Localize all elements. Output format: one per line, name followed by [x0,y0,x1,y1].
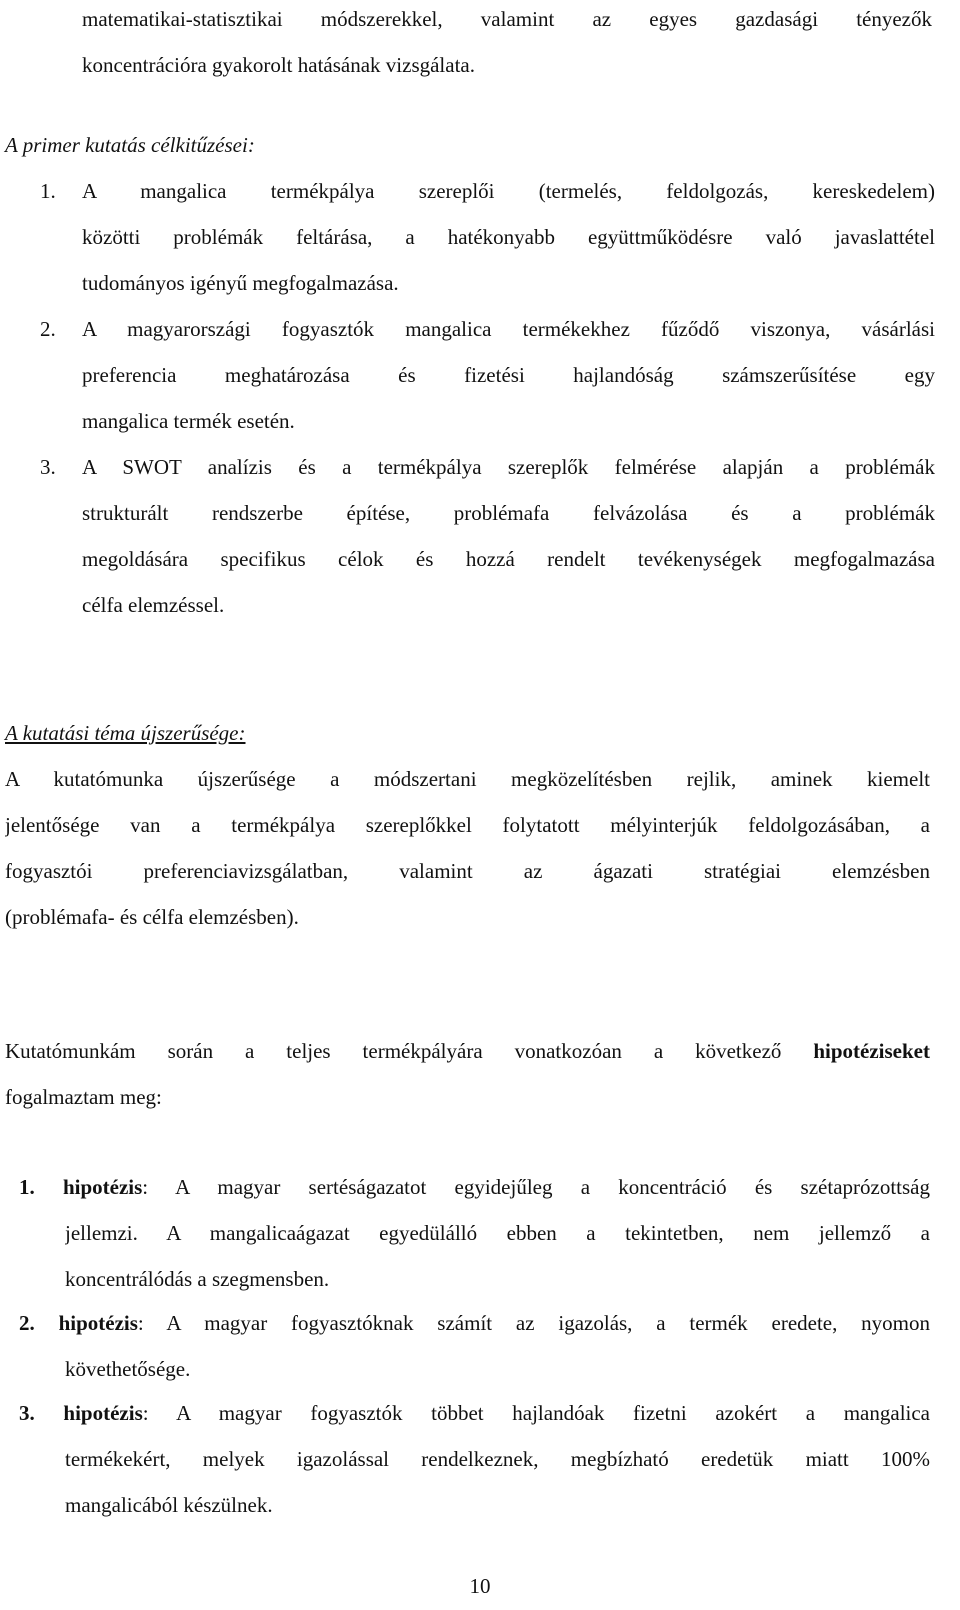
hypothesis-first-line [19,1164,930,1210]
novelty-heading [5,710,605,756]
hypothesis-text: : A magyar fogyasztók többet hajlandóak fizetni azokért a mangalica [142,1401,930,1425]
hypothesis-label: hipotézis [62,1175,143,1199]
primer-item-1 [5,168,935,306]
hypothesis-first-line [19,1300,930,1346]
hypothesis-text: : A magyar sertéságazatot egyidejűleg a koncentráció és szétaprózottság [142,1175,930,1199]
list-number: 3. [40,455,56,479]
hypothesis-line: követhetősége. [65,1357,191,1381]
intro-text: Kutatómunkám során a teljes termékpályára vonatkozóan a következő [5,1039,814,1063]
list-item-line: strukturált rendszerbe építése, problémafa felvázolása és a problémák [82,501,935,525]
hypothesis-number: 1. [19,1175,35,1199]
hypothesis-line: mangalicából készülnek. [65,1493,273,1517]
intro-line: koncentrációra gyakorolt hatásának vizsgálata. [82,53,475,77]
hypothesis-2 [5,1300,930,1392]
hypothesis-3 [5,1390,930,1528]
list-item-line: A mangalica termékpálya szereplői (termelés, feldolgozás, kereskedelem) [82,179,935,203]
paragraph-line [5,1028,930,1074]
hypothesis-line: koncentrálódás a szegmensben. [65,1267,330,1291]
hypothesis-first-line [19,1390,930,1436]
paragraph-line: (problémafa- és célfa elemzésben). [5,905,299,929]
primer-item-2 [5,306,935,444]
list-item-line: tudományos igényű megfogalmazása. [82,271,399,295]
hypothesis-label: hipotézis [63,1401,143,1425]
primer-heading-text: A primer kutatás célkitűzései: [5,133,255,157]
hypothesis-1 [5,1164,930,1302]
intro-bold-term: hipotéziseket [813,1039,930,1063]
paragraph-line: jelentősége van a termékpálya szereplőkkel folytatott mélyinterjúk feldolgozásában, a [5,813,930,837]
hypothesis-line: jellemzi. A mangalicaágazat egyedülálló ebben a tekintetben, nem jellemző a [65,1221,930,1245]
hypothesis-text: : A magyar fogyasztóknak számít az igazolás, a termék eredete, nyomon [137,1311,930,1335]
primer-heading [5,122,605,168]
intro-paragraph [82,0,932,88]
intro-line: matematikai-statisztikai módszerekkel, valamint az egyes gazdasági tényezők [82,7,932,31]
novelty-paragraph [5,756,930,940]
list-item-line: megoldására specifikus célok és hozzá rendelt tevékenységek megfogalmazása [82,547,935,571]
hypotheses-intro [5,1028,930,1120]
list-number: 1. [40,179,56,203]
hypothesis-number: 3. [19,1401,35,1425]
list-item-line: mangalica termék esetén. [82,409,295,433]
hypothesis-label: hipotézis [58,1311,138,1335]
list-item-line: preferencia meghatározása és fizetési hajlandóság számszerűsítése egy [82,363,935,387]
paragraph-line: A kutatómunka újszerűsége a módszertani megközelítésben rejlik, aminek kiemelt [5,767,930,791]
list-number: 2. [40,317,56,341]
list-item-line: A magyarországi fogyasztók mangalica termékekhez fűződő viszonya, vásárlási [82,317,935,341]
list-item-line: célfa elemzéssel. [82,593,225,617]
list-item-line: közötti problémák feltárása, a hatékonyabb együttműködésre való javaslattétel [82,225,935,249]
hypothesis-number: 2. [19,1311,35,1335]
page-number: 10 [469,1574,491,1598]
paragraph-line: fogyasztói preferenciavizsgálatban, valamint az ágazati stratégiai elemzésben [5,859,930,883]
primer-item-3 [5,444,935,628]
novelty-heading-text: A kutatási téma újszerűsége: [5,721,246,745]
paragraph-line: fogalmaztam meg: [5,1085,162,1109]
list-item-line: A SWOT analízis és a termékpálya szereplők felmérése alapján a problémák [82,455,935,479]
hypothesis-line: termékekért, melyek igazolással rendelkeznek, megbízható eredetük miatt 100% [65,1447,930,1471]
